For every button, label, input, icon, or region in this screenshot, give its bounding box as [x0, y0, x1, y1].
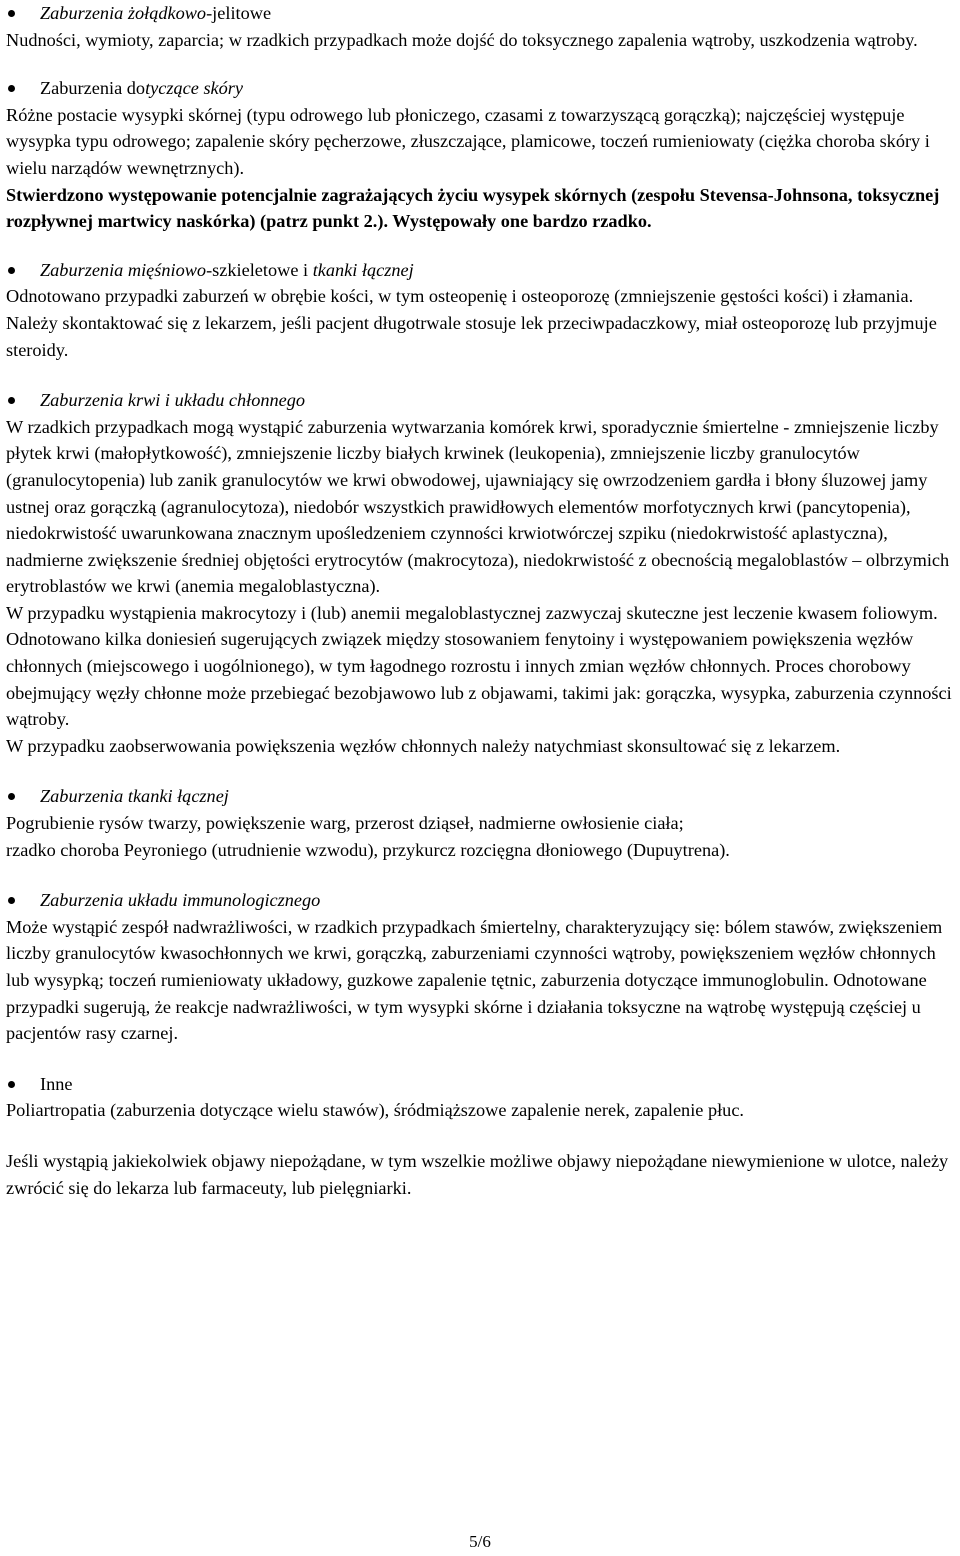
section-heading [6, 75, 956, 102]
heading-part-italic: tkanki łącznej [312, 259, 414, 280]
bullet-icon [8, 397, 15, 404]
bullet-icon [8, 897, 15, 904]
section-paragraph: Pogrubienie rysów twarzy, powiększenie warg, przerost dziąseł, nadmierne owłosienie ciała; [6, 813, 684, 834]
heading-part-italic: Zaburzenia żołądkowo [40, 3, 207, 23]
section-other [6, 1071, 956, 1124]
heading-part-italic: tyczące skóry [145, 78, 244, 99]
section-heading [6, 257, 956, 284]
section-immune [6, 887, 956, 1047]
section-paragraph: Odnotowano przypadki zaburzeń w obrębie kości, w tym osteopenię i osteoporozę (zmniejszenie gęstości kości) i złamania. Należy skontaktować się z lekarzem, jeśli pacjent długotrwale stosuje lek przeciwpadaczkowy, miał osteoporozę lub przyjmuje steroidy. [6, 286, 937, 360]
section-paragraph: Różne postacie wysypki skórnej (typu odrowego lub płoniczego, czasami z towarzyszącą gorączką); najczęściej występuje wysypka typu odrowego; zapalenie skóry pęcherzowe, złuszczające, plamicowe, toczeń rumieniowaty (ciężka choroba skóry i wielu narządów wewnętrznych). [6, 104, 930, 178]
bullet-icon [8, 267, 15, 274]
bullet-icon [8, 10, 15, 17]
section-heading [6, 887, 956, 914]
section-heading [6, 0, 956, 27]
bullet-icon [8, 85, 15, 92]
heading-part-regular: Zaburzenia do [40, 78, 146, 99]
heading-part-regular: -szkieletowe i [206, 259, 313, 280]
section-heading [6, 387, 956, 414]
section-paragraph: Poliartropatia (zaburzenia dotyczące wielu stawów), śródmiąższowe zapalenie nerek, zapalenie płuc. [6, 1100, 745, 1121]
section-paragraph: Odnotowano kilka doniesień sugerujących związek między stosowaniem fenytoiny i występowaniem powiększenia węzłów chłonnych (miejscowego i uogólnionego), w tym łagodnego rozrostu i innych zmian węzłów chłonnych. Proces chorobowy obejmujący węzły chłonne może przebiegać bezobjawowo lub z objawami, takimi jak: gorączka, wysypka, zaburzenia czynności wątroby. [6, 629, 952, 730]
heading-part-italic: Zaburzenia układu immunologicznego [40, 890, 321, 911]
heading-part-italic: Zaburzenia mięśniowo [40, 259, 207, 280]
closing-paragraph: Jeśli wystąpią jakiekolwiek objawy niepożądane, w tym wszelkie możliwe objawy niepożądane niewymienione w ulotce, należy zwrócić się do lekarza lub farmaceuty, lub pielęgniarki. [6, 1150, 949, 1198]
section-heading [6, 1071, 956, 1098]
bullet-icon [8, 1081, 15, 1088]
section-paragraph: Nudności, wymioty, zaparcia; w rzadkich przypadkach może dojść do toksycznego zapalenia wątroby, uszkodzenia wątroby. [6, 29, 918, 50]
section-paragraph: rzadko choroba Peyroniego (utrudnienie wzwodu), przykurcz rozcięgna dłoniowego (Dupuytrena). [6, 839, 730, 860]
heading-part-italic: Zaburzenia tkanki łącznej [40, 786, 229, 807]
heading-part-italic: Zaburzenia krwi i układu chłonnego [40, 390, 306, 411]
section-paragraph: W przypadku wystąpienia makrocytozy i (lub) anemii megaloblastycznej zazwyczaj skuteczne jest leczenie kwasem foliowym. [6, 602, 938, 623]
bullet-icon [8, 793, 15, 800]
page-number: 5/6 [469, 1532, 491, 1551]
section-paragraph: W przypadku zaobserwowania powiększenia węzłów chłonnych należy natychmiast skonsultować się z lekarzem. [6, 735, 841, 756]
heading-part-regular: Inne [40, 1073, 73, 1094]
section-blood [6, 387, 956, 759]
section-heading [6, 783, 956, 810]
section-gastrointestinal [6, 0, 956, 53]
section-skin [6, 75, 956, 235]
section-connective-tissue [6, 783, 956, 863]
section-musculoskeletal [6, 257, 956, 363]
section-paragraph: Może wystąpić zespół nadwrażliwości, w rzadkich przypadkach śmiertelny, charakteryzujący się: bólem stawów, zwiększeniem liczby granulocytów kwasochłonnych we krwi, gorączką, zaburzeniami czynności wątroby, powiększeniem węzłów chłonnych lub wysypką; toczeń rumieniowaty układowy, guzkowe zapalenie tętnic, zaburzenia dotyczące immunoglobulin. Odnotowane przypadki sugerują, że reakcje nadwrażliwości, w tym wysypki skórne i działania toksyczne na wątrobę występują częściej u pacjentów rasy czarnej. [6, 916, 943, 1044]
section-paragraph: W rzadkich przypadkach mogą wystąpić zaburzenia wytwarzania komórek krwi, sporadycznie śmiertelne - zmniejszenie liczby płytek krwi (małopłytkowość), zmniejszenie liczby białych krwinek (leukopenia), zmniejszenie liczby granulocytów (granulocytopenia) lub zanik granulocytów we krwi obwodowej, ujawniający się owrzodzeniem gardła i błony śluzowej jamy ustnej oraz gorączką (agranulocytoza), niedobór wszystkich prawidłowych elementów morfotycznych krwi (pancytopenia), niedokrwistość uwarunkowana znacznym upośledzeniem czynności krwiotwórczej szpiku (niedokrwistość aplastyczna), nadmierne zwiększenie średniej objętości erytrocytów (makrocytoza), niedokrwistość z obecnością megaloblastów – olbrzymich erytroblastów we krwi (anemia megaloblastyczna). [6, 416, 950, 597]
heading-part-regular: -jelitowe [206, 3, 272, 23]
leaflet-page [6, 0, 956, 1201]
warning-paragraph: Stwierdzono występowanie potencjalnie zagrażających życiu wysypek skórnych (zespołu Stevensa-Johnsona, toksycznej rozpływnej martwicy naskórka) (patrz punkt 2.). Występowały one bardzo rzadko. [6, 184, 940, 232]
